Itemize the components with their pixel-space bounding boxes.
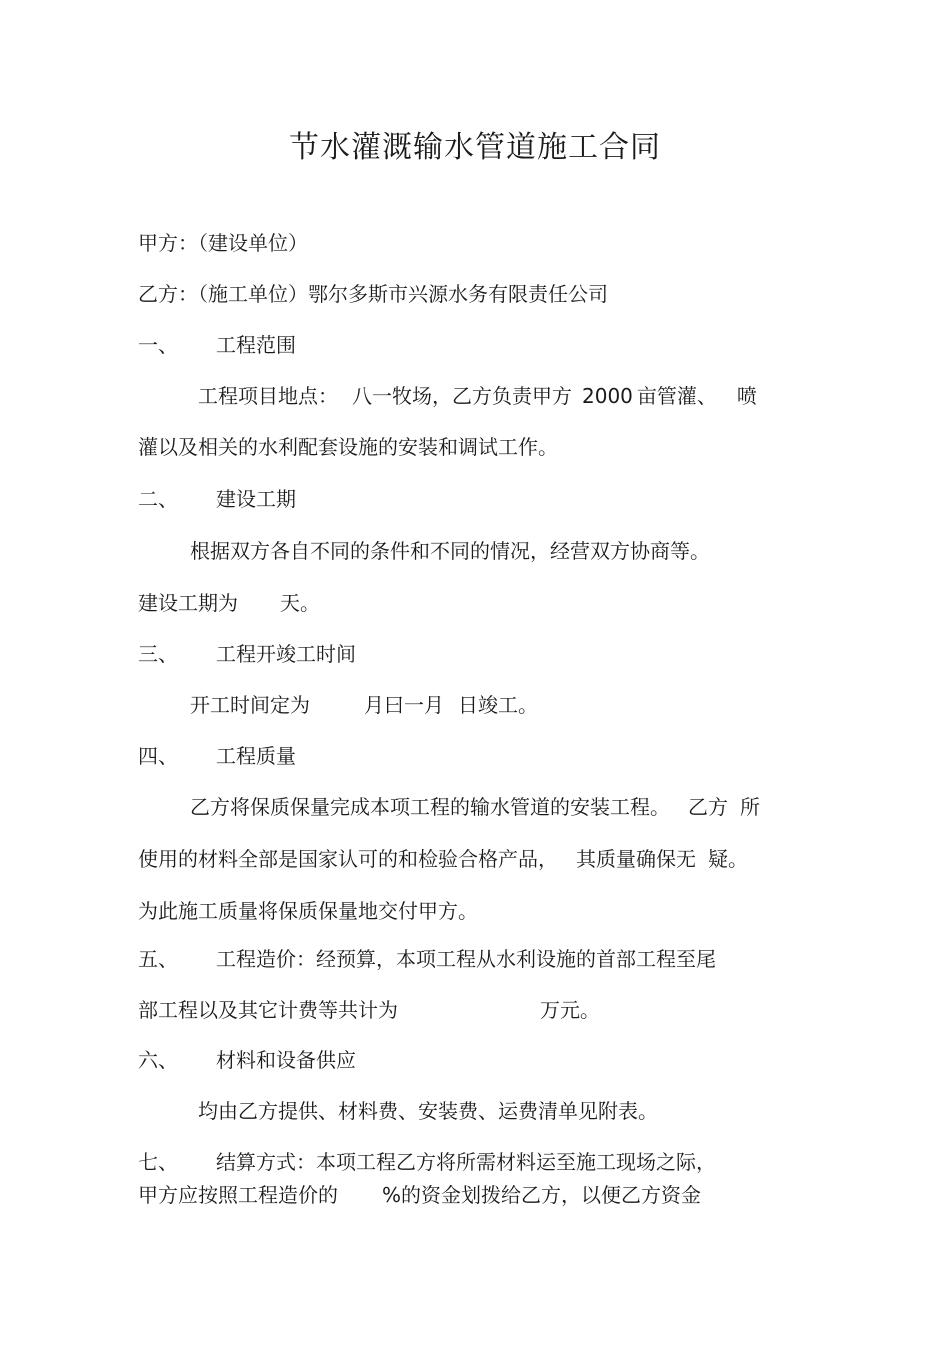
section-1-title: 工程范围 xyxy=(216,333,296,357)
section-1-heading xyxy=(138,331,296,359)
section-6-title: 材料和设备供应 xyxy=(216,1048,356,1072)
quality-text-b: 乙方 xyxy=(688,795,728,819)
section-7-title: 结算方式：本项工程乙方将所需材料运至施工现场之际， xyxy=(216,1150,716,1174)
document-title: 节水灌溉输水管道施工合同 xyxy=(289,130,661,165)
start-date-label: 开工时间定为 xyxy=(190,693,310,717)
section-7-paragraph-1 xyxy=(138,1181,701,1209)
section-2-paragraph-1: 根据双方各自不同的条件和不同的情况，经营双方协商等。 xyxy=(190,539,710,563)
section-4-paragraph-line-2 xyxy=(138,845,748,873)
materials-text-b: 其质量确保无 xyxy=(576,847,696,871)
section-6-paragraph-1: 均由乙方提供、材料费、安装费、运费清单见附表。 xyxy=(198,1099,658,1123)
completion-text: 日竣工。 xyxy=(458,693,538,717)
section-3-paragraph-1 xyxy=(190,691,538,719)
section-4-heading xyxy=(138,742,296,770)
materials-text-a: 使用的材料全部是国家认可的和检验合格产品， xyxy=(138,847,558,871)
section-4-paragraph-line-3: 为此施工质量将保质保量地交付甲方。 xyxy=(138,899,478,923)
section-5-paragraph-1 xyxy=(138,996,600,1024)
section-2-paragraph-2 xyxy=(138,589,320,617)
section-2-heading xyxy=(138,485,296,513)
section-5-heading xyxy=(138,945,716,973)
construction-period-label: 建设工期为 xyxy=(138,591,238,615)
section-3-title: 工程开竣工时间 xyxy=(216,642,356,666)
section-3-number: 三、 xyxy=(138,642,178,666)
section-6-number: 六、 xyxy=(138,1048,178,1072)
total-cost-unit: 万元。 xyxy=(540,998,600,1022)
party-b-line: 乙方：（施工单位）鄂尔多斯市兴源水务有限责任公司 xyxy=(138,282,608,306)
project-location-text: 八一牧场，乙方负责甲方 xyxy=(352,384,572,408)
section-2-number: 二、 xyxy=(138,487,178,511)
materials-text-c: 疑。 xyxy=(708,847,748,871)
section-4-paragraph-line-1 xyxy=(190,793,760,821)
party-a-line: 甲方：（建设单位） xyxy=(138,231,308,255)
quality-text-a: 乙方将保质保量完成本项工程的输水管道的安装工程。 xyxy=(190,795,670,819)
date-range-text: 月曰一月 xyxy=(364,693,444,717)
section-5-title: 工程造价：经预算，本项工程从水利设施的首部工程至尾 xyxy=(216,947,716,971)
construction-period-unit: 天。 xyxy=(280,591,320,615)
payment-text-a: 甲方应按照工程造价的 xyxy=(138,1183,338,1207)
section-6-heading xyxy=(138,1046,356,1074)
spray-text: 喷 xyxy=(736,384,757,408)
section-1-paragraph-line-2: 灌以及相关的水利配套设施的安装和调试工作。 xyxy=(138,435,558,459)
area-unit-text: 亩管灌、 xyxy=(636,384,717,408)
total-cost-label: 部工程以及其它计费等共计为 xyxy=(138,998,398,1022)
section-7-heading xyxy=(138,1148,716,1176)
area-number: 2000 xyxy=(582,384,633,408)
payment-text-b: %的资金划拨给乙方，以便乙方资金 xyxy=(382,1183,702,1207)
section-1-number: 一、 xyxy=(138,333,178,357)
section-3-heading xyxy=(138,640,356,668)
quality-text-c: 所 xyxy=(740,795,760,819)
section-4-number: 四、 xyxy=(138,744,178,768)
section-4-title: 工程质量 xyxy=(216,744,296,768)
section-1-paragraph-line-1 xyxy=(198,382,757,410)
project-location-label: 工程项目地点： xyxy=(198,384,338,408)
section-2-title: 建设工期 xyxy=(216,487,296,511)
section-7-number: 七、 xyxy=(138,1150,178,1174)
section-5-number: 五、 xyxy=(138,947,178,971)
